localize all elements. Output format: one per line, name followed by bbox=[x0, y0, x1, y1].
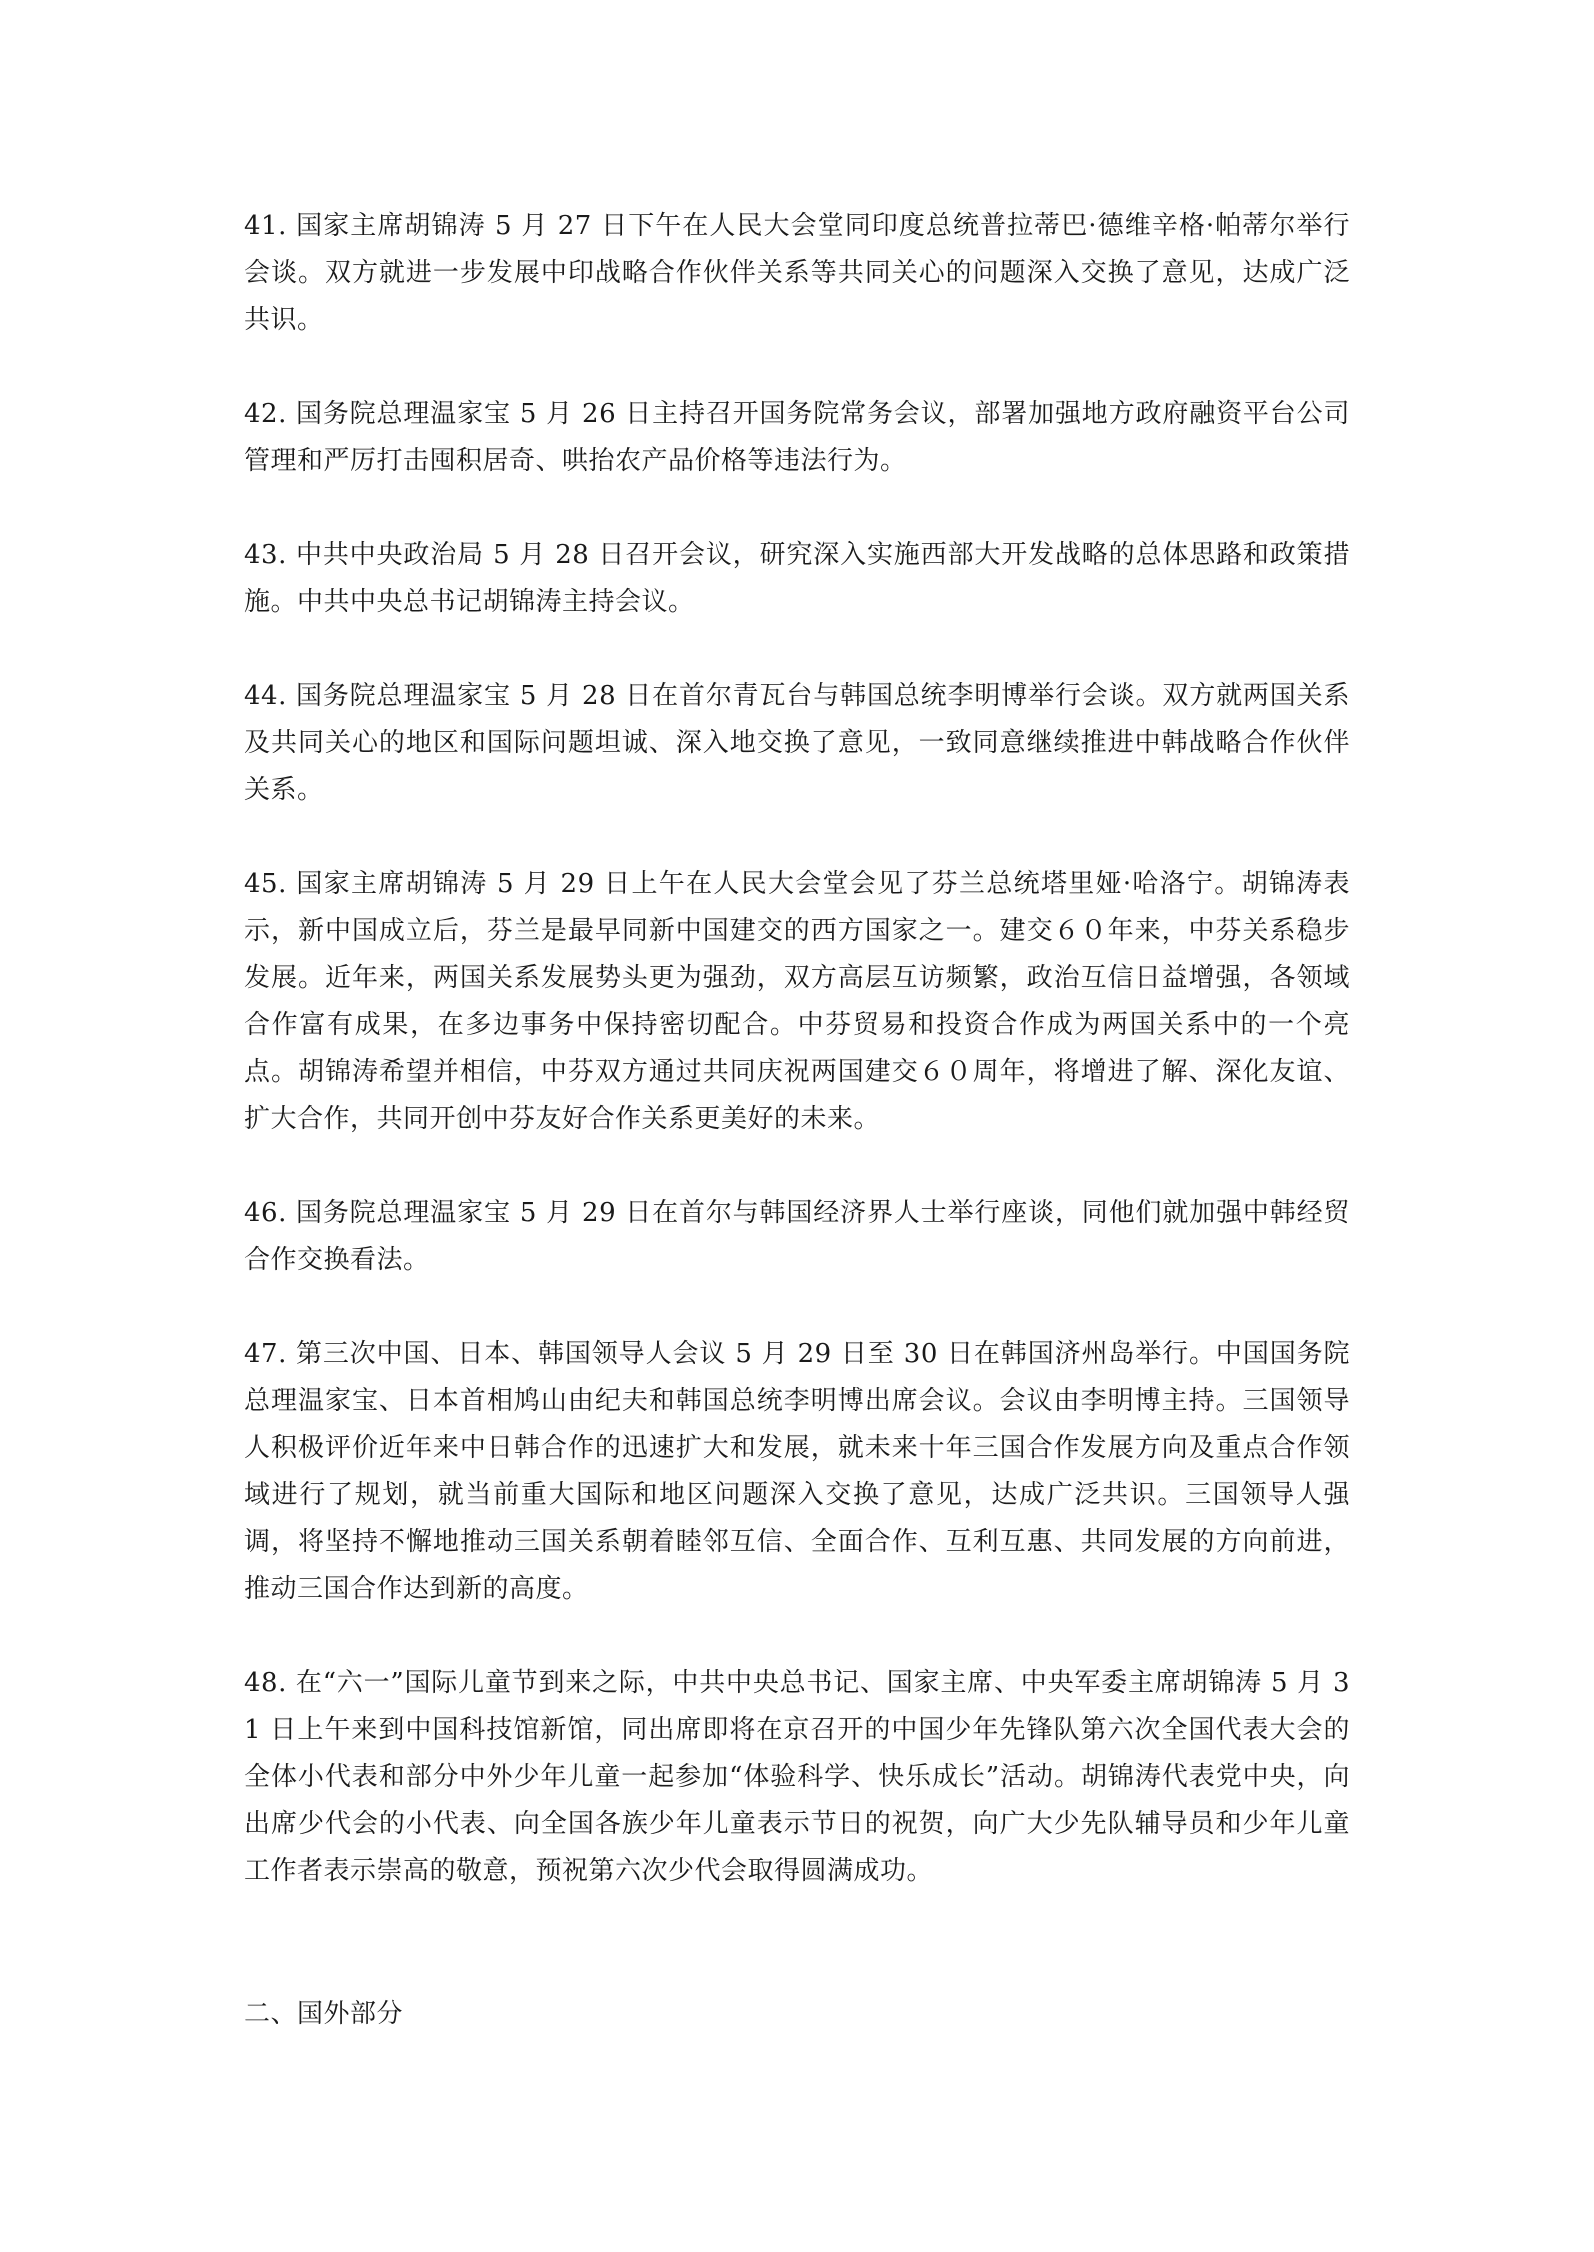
news-item-46: 46. 国务院总理温家宝 5 月 29 日在首尔与韩国经济界人士举行座谈，同他们就加强中韩经贸合作交换看法。 bbox=[244, 1198, 1350, 1275]
news-item-44: 44. 国务院总理温家宝 5 月 28 日在首尔青瓦台与韩国总统李明博举行会谈。双方就两国关系及共同关心的地区和国际问题坦诚、深入地交换了意见，一致同意继续推进中韩战略合作伙伴关系。 bbox=[244, 681, 1350, 805]
news-item-42: 42. 国务院总理温家宝 5 月 26 日主持召开国务院常务会议，部署加强地方政府融资平台公司管理和严厉打击囤积居奇、哄抬农产品价格等违法行为。 bbox=[244, 399, 1350, 476]
news-item-41: 41. 国家主席胡锦涛 5 月 27 日下午在人民大会堂同印度总统普拉蒂巴·德维辛格·帕蒂尔举行会谈。双方就进一步发展中印战略合作伙伴关系等共同关心的问题深入交换了意见，达成广泛共识。 bbox=[244, 211, 1350, 335]
news-item-48: 48. 在“六一”国际儿童节到来之际，中共中央总书记、国家主席、中央军委主席胡锦涛 5 月 31 日上午来到中国科技馆新馆，同出席即将在京召开的中国少年先锋队第六次全国代表大会的全体小代表和部分中外少年儿童一起参加“体验科学、快乐成长”活动。胡锦涛代表党中央，向出席少代会的小代表、向全国各族少年儿童表示节日的祝贺，向广大少先队辅导员和少年儿童工作者表示崇高的敬意，预祝第六次少代会取得圆满成功。 bbox=[244, 1668, 1350, 1886]
news-item-47: 47. 第三次中国、日本、韩国领导人会议 5 月 29 日至 30 日在韩国济州岛举行。中国国务院总理温家宝、日本首相鸠山由纪夫和韩国总统李明博出席会议。会议由李明博主持。三国领导人积极评价近年来中日韩合作的迅速扩大和发展，就未来十年三国合作发展方向及重点合作领域进行了规划，就当前重大国际和地区问题深入交换了意见，达成广泛共识。三国领导人强调，将坚持不懈地推动三国关系朝着睦邻互信、全面合作、互利互惠、共同发展的方向前进，推动三国合作达到新的高度。 bbox=[244, 1339, 1350, 1604]
news-item-43: 43. 中共中央政治局 5 月 28 日召开会议，研究深入实施西部大开发战略的总体思路和政策措施。中共中央总书记胡锦涛主持会议。 bbox=[244, 540, 1350, 617]
news-item-45: 45. 国家主席胡锦涛 5 月 29 日上午在人民大会堂会见了芬兰总统塔里娅·哈洛宁。胡锦涛表示，新中国成立后，芬兰是最早同新中国建交的西方国家之一。建交６０年来，中芬关系稳步发展。近年来，两国关系发展势头更为强劲，双方高层互访频繁，政治互信日益增强，各领域合作富有成果，在多边事务中保持密切配合。中芬贸易和投资合作成为两国关系中的一个亮点。胡锦涛希望并相信，中芬双方通过共同庆祝两国建交６０周年，将增进了解、深化友谊、扩大合作，共同开创中芬友好合作关系更美好的未来。 bbox=[244, 869, 1350, 1134]
section-heading-foreign: 二、国外部分 bbox=[244, 1999, 404, 2029]
